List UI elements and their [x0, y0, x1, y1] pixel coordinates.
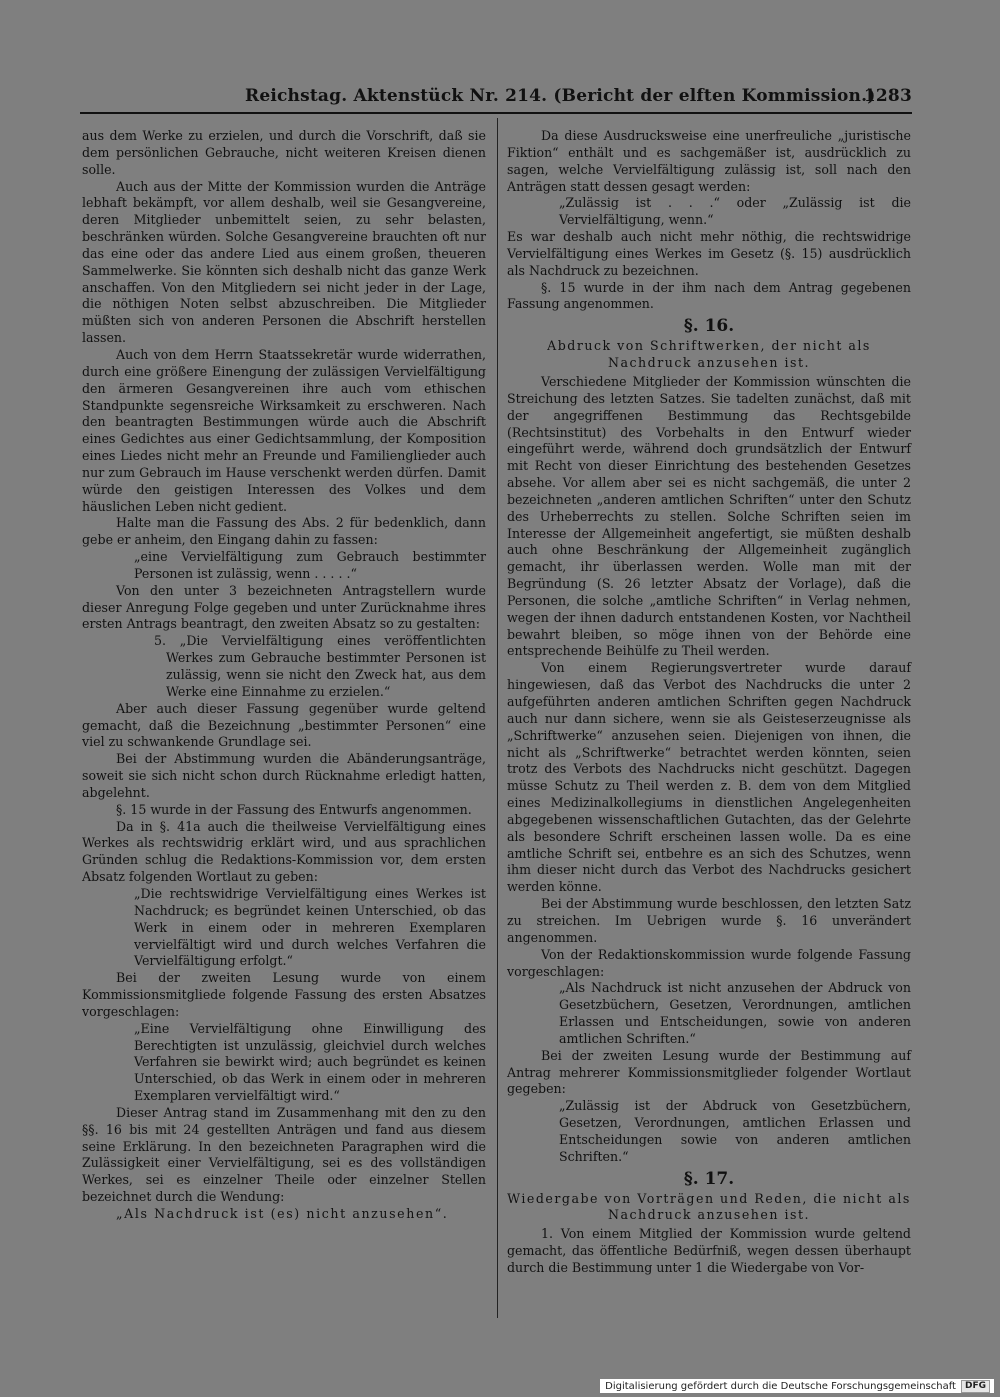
quotation: „Als Nachdruck ist nicht anzusehen der Abdruck von Gesetzbüchern, Gesetzen, Verordnungen, amtlichen Erlassen und Entscheidungen, sowie von anderen amtlichen Schriften.“ — [559, 980, 911, 1046]
paragraph: Halte man die Fassung des Abs. 2 für bedenklich, dann gebe er anheim, den Eingang dahin zu fassen: — [82, 515, 486, 548]
paragraph: Da diese Ausdrucksweise eine unerfreuliche „juristische Fiktion“ enthält und es sachgemäßer ist, ausdrücklich zu sagen, welche Vervielfältigung zulässig ist, soll nach den Anträgen statt dessen gesagt werden: — [507, 128, 911, 194]
section-heading: §. 16. — [683, 316, 735, 337]
section-heading: §. 17. — [683, 1168, 735, 1189]
right-column — [507, 128, 911, 1277]
quotation: „Als Nachdruck ist (es) nicht anzusehen“. — [116, 1206, 449, 1221]
column-divider — [497, 118, 498, 1318]
digitization-credit — [600, 1379, 994, 1393]
running-header — [80, 82, 912, 112]
quotation: „Die rechtswidrige Vervielfältigung eines Werkes ist Nachdruck; es begründet keinen Unterschied, ob das Werk in einem oder in mehreren Exemplaren vervielfältigt wird und durch welches Verfahren die Vervielfältigung erfolgt.“ — [134, 885, 486, 969]
paragraph: Da in §. 41a auch die theilweise Vervielfältigung eines Werkes als rechtswidrig erklärt wird, und aus sprachlichen Gründen schlug die Redaktions-Kommission vor, dem ersten Absatz folgenden Wortlaut zu geben: — [82, 818, 486, 885]
paragraph: Dieser Antrag stand im Zusammenhang mit den zu den §§. 16 bis mit 24 gestellten Anträgen und fand aus diesem seine Erklärung. In den bezeichneten Paragraphen wird die Zulässigkeit einer Vervielfältigung, sei es des vollständigen Werkes, sei es einzelner Theile oder einzelner Stellen bezeichnet durch die Wendung: — [82, 1104, 486, 1205]
paragraph: aus dem Werke zu erzielen, und durch die Vorschrift, daß sie dem persönlichen Gebrauche, nicht weiteren Kreisen dienen solle. — [82, 128, 486, 177]
paragraph: Bei der Abstimmung wurden die Abänderungsanträge, soweit sie sich nicht schon durch Rücknahme erledigt hatten, abgelehnt. — [82, 751, 486, 800]
header-rule — [80, 112, 912, 114]
dfg-logo: DFG — [961, 1380, 990, 1393]
paragraph: Es war deshalb auch nicht mehr nöthig, die rechtswidrige Vervielfältigung eines Werkes im Gesetz (§. 15) ausdrücklich als Nachdruck zu bezeichnen. — [507, 229, 911, 278]
paragraph: Verschiedene Mitglieder der Kommission wünschten die Streichung des letzten Satzes. Sie tadelten zunächst, daß mit der angegriffenen Bestimmung das Rechtsgebilde (Rechtsinstitut) des Vorbehalts in den Entwurf wieder eingeführt werde, während doch grundsätzlich der Entwurf mit Recht von dieser Einrichtung des bestehenden Gesetzes absehe. Vor allem aber sei es nicht sachgemäß, die unter 2 bezeichneten „anderen amtlichen Schriften“ unter den Schutz des Urheberrechts zu stellen. Solche Schriften seien im Interesse der Allgemeinheit angefertigt, sie müßten deshalb auch ohne Beschränkung der Allgemeinheit zugänglich gemacht, ihr überlassen werden. Wolle man mit der Begründung (S. 26 letzter Absatz der Vorlage), daß die Personen, die solche „amtliche Schriften“ in Verlag nehmen, wegen der ihnen dadurch entstandenen Kosten, vor Nachtheil bewahrt bleiben, so möge ihnen von der Behörde eine entsprechende Beihülfe zu Theil werden. — [507, 373, 911, 659]
left-column — [82, 128, 486, 1223]
paragraph: Aber auch dieser Fassung gegenüber wurde geltend gemacht, daß die Bezeichnung „bestimmter Personen“ eine viel zu schwankende Grundlage sei. — [82, 700, 486, 750]
paragraph: Von einem Regierungsvertreter wurde darauf hingewiesen, daß das Verbot des Nachdrucks die unter 2 aufgeführten anderen amtlichen Schriften gegen Nachdruck auch nur dann sichere, wenn sie als Geisteserzeugnisse als „Schriftwerke“ anzusehen seien. Diejenigen von ihnen, die nicht als „Schriftwerke“ betrachtet werden könnten, seien trotz des Verbots des Nachdrucks nicht geschützt. Dagegen müsse Schutz zu Theil werden z. B. dem von dem Mitglied eines Medizinalkollegiums in dienstlichen Angelegenheiten abgegebenen wissenschaftlichen Gutachten, das der Gelehrte als besondere Schrift erscheinen lassen wolle. Da es eine amtliche Schrift sei, entbehre es an sich des Schutzes, wenn ihm dieser nicht durch das Verbot des Nachdrucks gesichert werden könne. — [507, 660, 911, 895]
paragraph: Bei der Abstimmung wurde beschlossen, den letzten Satz zu streichen. Im Uebrigen wurde §. 16 unverändert angenommen. — [507, 896, 911, 945]
paragraph: §. 15 wurde in der ihm nach dem Antrag gegebenen Fassung angenommen. — [507, 279, 911, 312]
paragraph: Auch aus der Mitte der Kommission wurden die Anträge lebhaft bekämpft, vor allem deshalb, weil sie Gesangvereine, deren Mitglieder unbemittelt seien, zu sehr belasten, beschränken würden. Solche Gesangvereine brauchten oft nur das eine oder das andere Lied aus einem großen, theueren Sammelwerke. Sie könnten sich deshalb nicht das ganze Werk anschaffen. Von den Mitgliedern sei nicht jeder in der Lage, die nöthigen Noten selbst abzuschreiben. Die Mitglieder müßten sich von anderen Personen die Abschrift herstellen lassen. — [82, 178, 486, 346]
quotation: 5. „Die Vervielfältigung eines veröffentlichten Werkes zum Gebrauche bestimmter Personen ist zulässig, wenn sie nicht den Zweck hat, aus dem Werke eine Einnahme zu erzielen.“ — [154, 633, 486, 699]
paragraph: Bei der zweiten Lesung wurde von einem Kommissionsmitgliede folgende Fassung des ersten Absatzes vorgeschlagen: — [82, 970, 486, 1019]
section-title: Abdruck von Schriftwerken, der nicht als Nachdruck anzusehen ist. — [547, 338, 871, 371]
section-title: Wiedergabe von Vorträgen und Reden, die nicht als Nachdruck anzusehen ist. — [507, 1190, 911, 1223]
running-title: Reichstag. Aktenstück Nr. 214. (Bericht der elften Kommission.) — [245, 86, 876, 106]
quotation: „eine Vervielfältigung zum Gebrauch bestimmter Personen ist zulässig, wenn . . . . .“ — [134, 549, 486, 581]
paragraph: Bei der zweiten Lesung wurde der Bestimmung auf Antrag mehrerer Kommissionsmitglieder folgender Wortlaut gegeben: — [507, 1047, 911, 1097]
paragraph: Von den unter 3 bezeichneten Antragstellern wurde dieser Anregung Folge gegeben und unter Zurücknahme ihres ersten Antrags beantragt, den zweiten Absatz so zu gestalten: — [82, 582, 486, 632]
paragraph: §. 15 wurde in der Fassung des Entwurfs angenommen. — [116, 801, 472, 817]
quotation: „Eine Vervielfältigung ohne Einwilligung des Berechtigten ist unzulässig, gleichviel durch welches Verfahren sie bewirkt wird; auch begründet es keinen Unterschied, ob das Werk in einem oder in mehreren Exemplaren vervielfältigt wird.“ — [134, 1020, 486, 1104]
credit-text: Digitalisierung gefördert durch die Deutsche Forschungsgemeinschaft — [605, 1380, 956, 1392]
paragraph: Auch von dem Herrn Staatssekretär wurde widerrathen, durch eine größere Einengung der zulässigen Vervielfältigung den ärmeren Gesangvereinen ihre auch vom ethischen Standpunkte segensreiche Wirksamkeit zu erschweren. Nach den beantragten Bestimmungen würde auch die Abschrift eines Gedichtes aus einer Gedichtsammlung, der Komposition eines Liedes nicht mehr an Freunde und Familienglieder auch nur zum Gebrauch im Hause verschenkt werden dürfen. Damit würde den geistigen Interessen des Volkes und dem häuslichen Leben nicht gedient. — [82, 346, 486, 514]
paragraph: 1. Von einem Mitglied der Kommission wurde geltend gemacht, das öffentliche Bedürfniß, wegen dessen überhaupt durch die Bestimmung unter 1 die Wiedergabe von Vor- — [507, 1226, 911, 1275]
paragraph: Von der Redaktionskommission wurde folgende Fassung vorgeschlagen: — [507, 946, 911, 979]
page-number: 1283 — [863, 86, 912, 106]
quotation: „Zulässig ist der Abdruck von Gesetzbüchern, Gesetzen, Verordnungen, amtlichen Erlassen und Entscheidungen sowie von anderen amtlichen Schriften.“ — [559, 1098, 911, 1164]
quotation: „Zulässig ist . . .“ oder „Zulässig ist die Vervielfältigung, wenn.“ — [559, 195, 911, 228]
